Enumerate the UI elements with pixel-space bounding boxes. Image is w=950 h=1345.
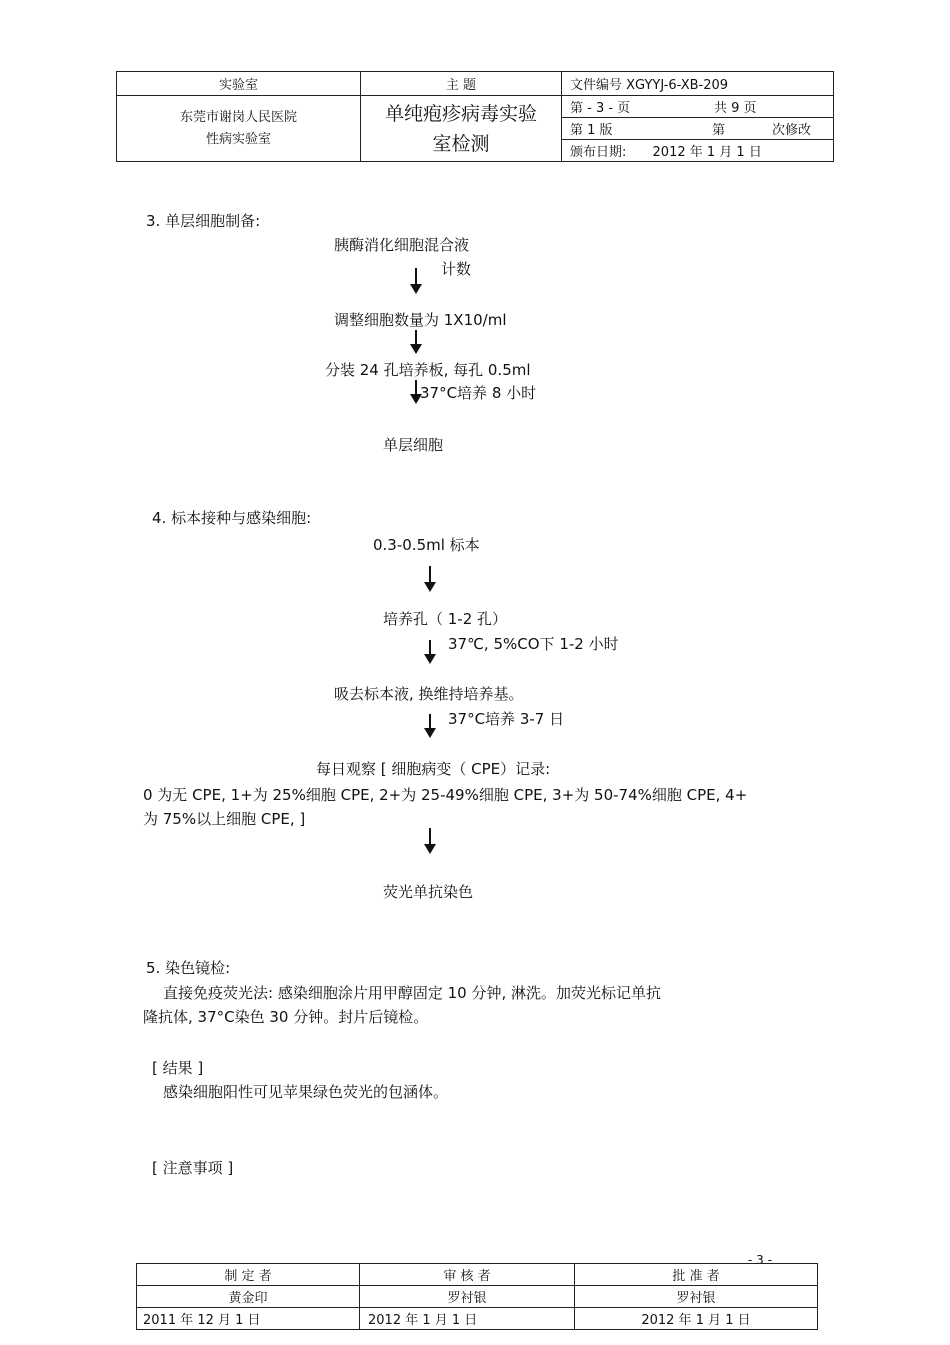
header-col-subject: 主 题	[361, 72, 562, 96]
section3-step4: 单层细胞	[383, 436, 444, 454]
arrow-down-icon	[424, 828, 436, 854]
org-cell	[117, 96, 361, 162]
section3-step2: 调整细胞数量为 1X10/ml	[334, 311, 507, 329]
section4-step3: 吸去标本液, 换维持培养基。	[334, 685, 524, 703]
issue-row	[562, 140, 834, 162]
footer-table	[136, 1263, 818, 1330]
org-name: 东莞市谢岗人民医院	[179, 109, 297, 125]
footer-drafter-date: 2011 年 12 月 1 日	[137, 1308, 360, 1330]
lab-name: 性病实验室	[205, 131, 271, 147]
revision-suffix: 次修改	[772, 123, 812, 138]
section3-heading: 3. 单层细胞制备:	[146, 212, 261, 230]
subject-line-1: 单纯疱疹病毒实验	[384, 102, 537, 125]
section3-step3-note: 37°C培养 8 小时	[420, 384, 537, 402]
section5-para-line1: 直接免疫荧光法: 感染细胞涂片用甲醇固定 10 分钟, 淋洗。加荧光标记单抗	[163, 984, 661, 1002]
section3-step1: 胰酶消化细胞混合液	[334, 236, 470, 254]
section4-heading: 4. 标本接种与感染细胞:	[152, 509, 312, 527]
arrow-down-icon	[410, 268, 422, 294]
footer-approver-name: 罗衬银	[575, 1286, 818, 1308]
subject-cell	[361, 96, 562, 162]
section5-heading: 5. 染色镜检:	[146, 959, 231, 977]
footer-approver-date: 2012 年 1 月 1 日	[575, 1308, 818, 1330]
page-total: 共 9 页	[714, 101, 757, 116]
section5-para-line2: 隆抗体, 37°C染色 30 分钟。封片后镜检。	[143, 1008, 429, 1026]
footer-drafter-name: 黄金印	[137, 1286, 360, 1308]
revision-label: 第	[712, 123, 726, 138]
section4-step2-note: 37℃, 5%CO下 1-2 小时	[448, 635, 619, 653]
edition-row	[562, 118, 834, 140]
footer-drafter-label: 制 定 者	[137, 1264, 360, 1286]
arrow-down-icon	[424, 714, 436, 738]
page-of: 第 - 3 - 页	[570, 101, 631, 116]
page-number: - 3 -	[748, 1253, 772, 1267]
section4-step2: 培养孔（ 1-2 孔）	[383, 610, 508, 628]
arrow-down-icon	[424, 640, 436, 664]
issue-date: 2012 年 1 月 1 日	[652, 145, 762, 160]
section3-step1-note: 计数	[441, 260, 472, 278]
arrow-down-icon	[424, 566, 436, 592]
section4-step4-line3: 为 75%以上细胞 CPE, ]	[143, 810, 306, 828]
subject-line-2: 室检测	[432, 132, 490, 155]
header-table	[116, 71, 834, 162]
file-number: 文件编号 XGYYJ-6-XB-209	[562, 72, 834, 96]
header-col-lab: 实验室	[117, 72, 361, 96]
result-text: 感染细胞阳性可见苹果绿色荧光的包涵体。	[163, 1083, 449, 1101]
section4-step4-line1: 每日观察 [ 细胞病变（ CPE）记录:	[316, 760, 551, 778]
footer-reviewer-name: 罗衬银	[360, 1286, 575, 1308]
result-heading: [ 结果 ]	[152, 1059, 204, 1077]
footer-reviewer-label: 审 核 者	[360, 1264, 575, 1286]
notes-heading: [ 注意事项 ]	[152, 1159, 234, 1177]
section4-step4-line2: 0 为无 CPE, 1+为 25%细胞 CPE, 2+为 25-49%细胞 CPE, 3+为 50-74%细胞 CPE, 4+	[143, 786, 748, 804]
section4-step5: 荧光单抗染色	[383, 883, 474, 901]
section4-step1: 0.3-0.5ml 标本	[373, 536, 480, 554]
edition: 第 1 版	[570, 123, 613, 138]
section3-step3: 分装 24 孔培养板, 每孔 0.5ml	[325, 361, 531, 379]
arrow-down-icon	[410, 330, 422, 354]
footer-approver-label: 批 准 者	[575, 1264, 818, 1286]
page-row	[562, 96, 834, 118]
section4-step3-note: 37°C培养 3-7 日	[448, 710, 565, 728]
footer-reviewer-date: 2012 年 1 月 1 日	[360, 1308, 575, 1330]
issue-label: 颁布日期:	[570, 145, 627, 160]
